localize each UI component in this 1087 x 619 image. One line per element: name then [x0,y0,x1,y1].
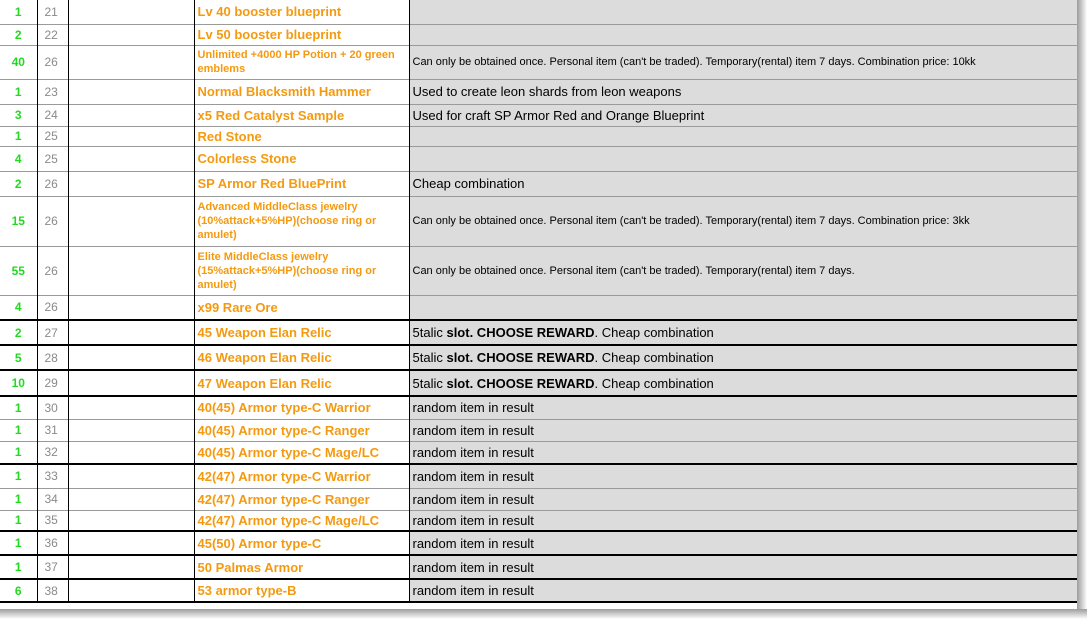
empty-cell [68,104,194,126]
empty-cell [68,45,194,79]
quantity-cell: 1 [0,441,37,464]
item-name-cell: 45(50) Armor type-C [194,531,409,555]
item-name-cell: x99 Rare Ore [194,295,409,320]
table-row[interactable] [0,510,1077,531]
empty-cell [68,24,194,45]
empty-cell [68,320,194,345]
row-number-cell: 38 [37,579,68,602]
row-number-cell: 27 [37,320,68,345]
row-number-cell: 28 [37,345,68,370]
empty-cell [68,370,194,396]
description-cell [409,0,1077,24]
quantity-cell: 1 [0,464,37,488]
empty-cell [68,531,194,555]
empty-cell [68,196,194,246]
row-number-cell: 25 [37,126,68,146]
description-cell: random item in result [409,419,1077,441]
description-cell [409,295,1077,320]
row-number-cell: 35 [37,510,68,531]
item-name-cell: Normal Blacksmith Hammer [194,79,409,104]
description-text: . Cheap combination [594,350,714,365]
quantity-cell: 10 [0,370,37,396]
table-row[interactable] [0,246,1077,295]
table-row[interactable] [0,126,1077,146]
table-row[interactable] [0,0,1077,24]
empty-cell [68,246,194,295]
empty-cell [68,510,194,531]
item-name-cell: Unlimited +4000 HP Potion + 20 green emblems [194,45,409,79]
table-row[interactable] [0,441,1077,464]
row-number-cell: 25 [37,146,68,171]
choose-reward-text: slot. CHOOSE REWARD [446,375,595,391]
table-row[interactable] [0,464,1077,488]
table-row[interactable] [0,579,1077,602]
quantity-cell: 1 [0,531,37,555]
description-cell [409,345,1077,370]
row-number-cell: 33 [37,464,68,488]
row-number-cell: 37 [37,555,68,579]
quantity-cell: 1 [0,79,37,104]
description-cell: random item in result [409,531,1077,555]
choose-reward-text: slot. CHOOSE REWARD [446,325,595,340]
row-number-cell: 24 [37,104,68,126]
description-cell: random item in result [409,555,1077,579]
table-row[interactable] [0,295,1077,320]
empty-cell [68,555,194,579]
item-name-cell: 42(47) Armor type-C Mage/LC [194,510,409,531]
item-name-cell: 40(45) Armor type-C Ranger [194,419,409,441]
quantity-cell: 4 [0,295,37,320]
table-row[interactable] [0,24,1077,45]
item-name-cell: Elite MiddleClass jewelry (15%attack+5%HP)(choose ring or amulet) [194,246,409,295]
description-text: . Cheap combination [594,375,714,391]
item-name-cell: 46 Weapon Elan Relic [194,345,409,370]
quantity-cell: 1 [0,510,37,531]
table-row[interactable] [0,345,1077,370]
description-cell: Used to create leon shards from leon weapons [409,79,1077,104]
row-number-cell: 21 [37,0,68,24]
row-number-cell: 32 [37,441,68,464]
description-text: . Cheap combination [594,325,714,340]
quantity-cell: 2 [0,320,37,345]
description-cell: random item in result [409,464,1077,488]
quantity-cell: 5 [0,345,37,370]
empty-cell [68,396,194,419]
row-number-cell: 26 [37,295,68,320]
description-cell: random item in result [409,579,1077,602]
description-cell: random item in result [409,441,1077,464]
empty-cell [68,419,194,441]
item-name-cell: Lv 40 booster blueprint [194,0,409,24]
quantity-cell: 4 [0,146,37,171]
item-name-cell: 40(45) Armor type-C Warrior [194,396,409,419]
row-number-cell: 29 [37,370,68,396]
empty-cell [68,464,194,488]
table-row[interactable] [0,320,1077,345]
quantity-cell: 1 [0,488,37,510]
description-cell: Can only be obtained once. Personal item (can't be traded). Temporary(rental) item 7 days. [409,246,1077,295]
item-name-cell: SP Armor Red BluePrint [194,171,409,196]
item-name-cell: 50 Palmas Armor [194,555,409,579]
row-number-cell: 26 [37,171,68,196]
description-cell: random item in result [409,396,1077,419]
row-number-cell: 31 [37,419,68,441]
table-row[interactable] [0,419,1077,441]
item-name-cell: 42(47) Armor type-C Ranger [194,488,409,510]
choose-reward-text: slot. CHOOSE REWARD [446,350,595,365]
empty-cell [68,295,194,320]
description-cell [409,320,1077,345]
quantity-cell: 1 [0,126,37,146]
table-row[interactable] [0,45,1077,79]
description-cell: random item in result [409,510,1077,531]
table-row[interactable] [0,79,1077,104]
description-cell: random item in result [409,488,1077,510]
description-cell: Can only be obtained once. Personal item (can't be traded). Temporary(rental) item 7 days. Combination price: 3kk [409,196,1077,246]
quantity-cell: 2 [0,24,37,45]
row-number-cell: 26 [37,246,68,295]
item-name-cell: 47 Weapon Elan Relic [194,370,409,396]
quantity-cell: 40 [0,45,37,79]
table-row[interactable] [0,396,1077,419]
description-text: 5talic [412,325,447,340]
row-number-cell: 26 [37,45,68,79]
empty-cell [68,146,194,171]
description-text: 5talic [412,375,447,391]
quantity-cell: 15 [0,196,37,246]
row-number-cell: 36 [37,531,68,555]
window-shadow-right [1077,0,1087,619]
description-cell: Used for craft SP Armor Red and Orange Blueprint [409,104,1077,126]
quantity-cell: 55 [0,246,37,295]
table-row[interactable] [0,370,1077,396]
empty-cell [68,79,194,104]
description-cell [409,146,1077,171]
item-name-cell: Advanced MiddleClass jewelry (10%attack+5%HP)(choose ring or amulet) [194,196,409,246]
description-cell: Cheap combination [409,171,1077,196]
item-name-cell: Red Stone [194,126,409,146]
quantity-cell: 1 [0,396,37,419]
item-name-cell: Colorless Stone [194,146,409,171]
row-number-cell: 26 [37,196,68,246]
item-name-cell: 45 Weapon Elan Relic [194,320,409,345]
empty-cell [68,126,194,146]
table-row[interactable] [0,104,1077,126]
quantity-cell: 1 [0,555,37,579]
window-shadow-bottom [0,609,1087,619]
table-row[interactable] [0,146,1077,171]
table-row[interactable] [0,171,1077,196]
item-name-cell: 42(47) Armor type-C Warrior [194,464,409,488]
table-row[interactable] [0,531,1077,555]
row-number-cell: 30 [37,396,68,419]
quantity-cell: 3 [0,104,37,126]
table-row[interactable] [0,488,1077,510]
empty-cell [68,345,194,370]
row-number-cell: 23 [37,79,68,104]
row-number-cell: 34 [37,488,68,510]
empty-cell [68,0,194,24]
empty-cell [68,171,194,196]
empty-cell [68,579,194,602]
item-name-cell: Lv 50 booster blueprint [194,24,409,45]
description-cell: Can only be obtained once. Personal item (can't be traded). Temporary(rental) item 7 days. Combination price: 10kk [409,45,1077,79]
quantity-cell: 1 [0,419,37,441]
table-row[interactable] [0,555,1077,579]
description-cell [409,24,1077,45]
empty-cell [68,441,194,464]
quantity-cell: 2 [0,171,37,196]
quantity-cell: 6 [0,579,37,602]
item-name-cell: 53 armor type-B [194,579,409,602]
description-cell [409,370,1077,396]
empty-cell [68,488,194,510]
row-number-cell: 22 [37,24,68,45]
item-name-cell: 40(45) Armor type-C Mage/LC [194,441,409,464]
quantity-cell: 1 [0,0,37,24]
item-name-cell: x5 Red Catalyst Sample [194,104,409,126]
description-text: 5talic [412,350,447,365]
table-row[interactable] [0,196,1077,246]
description-cell [409,126,1077,146]
